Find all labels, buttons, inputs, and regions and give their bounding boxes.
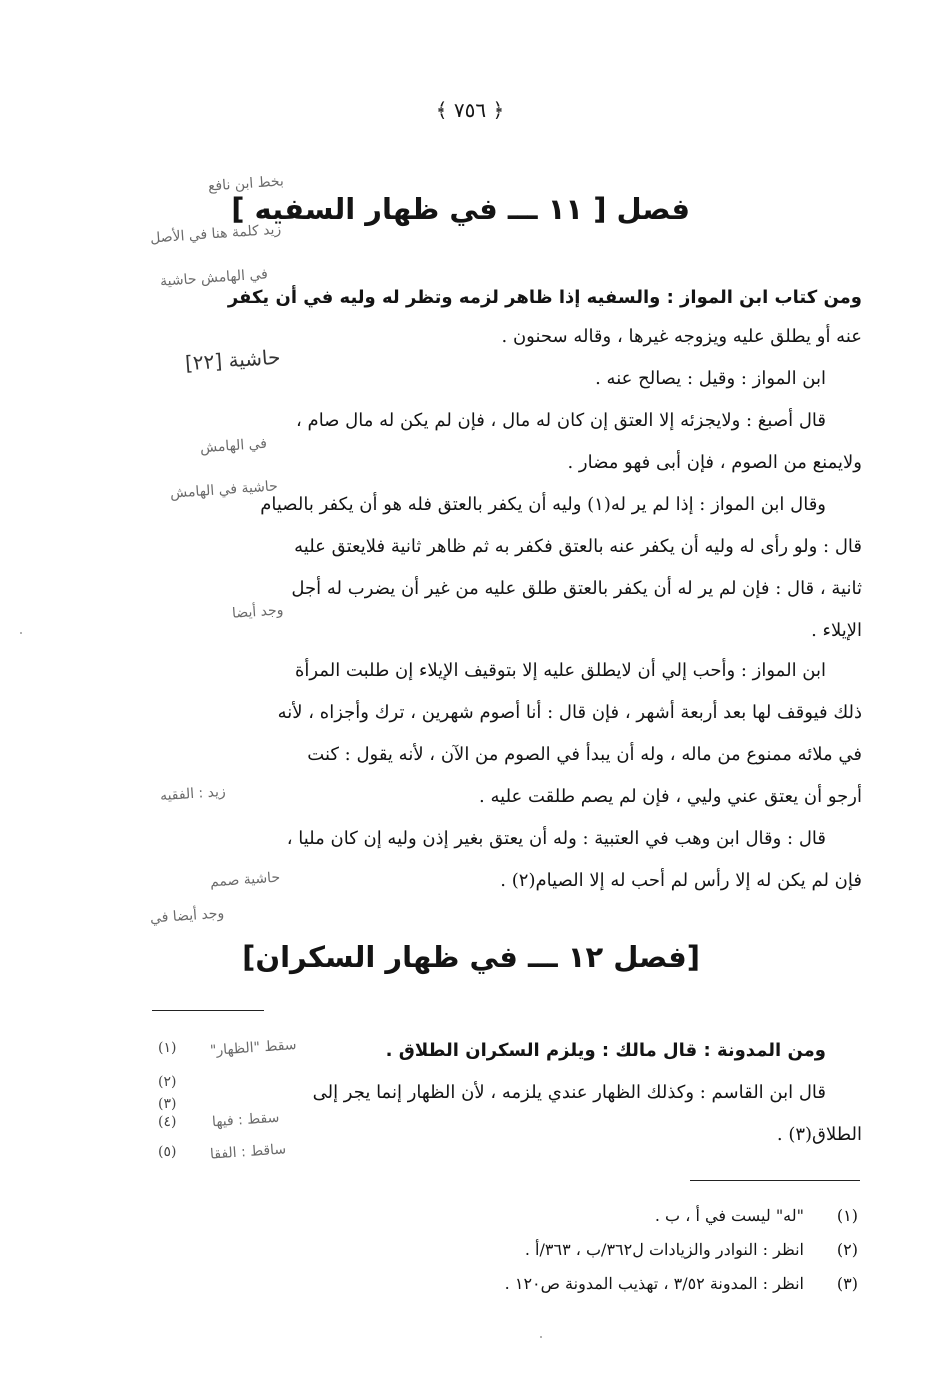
text-line: قال ابن القاسم : وكذلك الظهار عندي يلزمه ، لأن الظهار إنما يجر إلى xyxy=(312,1082,826,1103)
scan-speck xyxy=(540,1336,542,1338)
side-number: (٥) xyxy=(158,1144,177,1160)
margin-note: حاشية [٢٢] xyxy=(184,344,282,376)
text-line: عنه أو يطلق عليه ويزوجه غيرها ، وقاله سحنون . xyxy=(501,326,862,347)
margin-note: في الهامش حاشية xyxy=(159,266,269,290)
side-note: سقط : فيها xyxy=(211,1109,280,1131)
section-12-body xyxy=(150,0,862,1381)
margin-note: بخط ابن نافع xyxy=(207,173,285,195)
footnote-text: انظر : المدونة ٣/٥٢ ، تهذيب المدونة ص١٢٠ . xyxy=(504,1274,804,1293)
footnote-divider xyxy=(690,1180,860,1181)
side-note: ساقط : الفقا xyxy=(209,1141,287,1163)
footnote-text: "له" ليست في أ ، ب . xyxy=(654,1206,804,1225)
text-line: ومن المدونة : قال مالك : ويلزم السكران الطلاق . xyxy=(385,1040,826,1061)
side-number: (٢) xyxy=(158,1074,177,1090)
footnote-number: (١) xyxy=(836,1206,858,1225)
text-line: الطلاق(٣) . xyxy=(776,1124,862,1145)
text-line: قال : وقال ابن وهب في العتبية : وله أن يعتق بغير إذن وليه إن كان مليا ، xyxy=(286,828,826,849)
side-number: (٣) xyxy=(158,1096,177,1112)
margin-note: حاشية صمم xyxy=(209,869,281,891)
footnote-number: (٣) xyxy=(836,1274,858,1293)
margin-note: وجد أيضا في xyxy=(149,905,225,927)
text-line: وقال ابن المواز : إذا لم ير له(١) وليه أن يكفر بالعتق فله هو أن يكفر بالصيام xyxy=(260,494,826,515)
margin-note: وجد أيضا xyxy=(231,602,284,622)
text-line: قال أصبغ : ولايجزئه إلا العتق إن كان له مال ، فإن لم يكن له مال صام ، xyxy=(296,410,826,431)
page-number: ﴿ ٧٥٦ ﴾ xyxy=(435,98,505,122)
footnote-text: انظر : النوادر والزيادات ل٣٦٢/ب ، ٣٦٣/أ . xyxy=(524,1240,804,1259)
margin-note: في الهامش xyxy=(199,435,268,457)
side-number: (٤) xyxy=(158,1114,177,1130)
text-line: فإن لم يكن له إلا رأس لم أحب له إلا الصيام(٢) . xyxy=(500,870,862,891)
text-line: ثانية ، قال : فإن لم ير له أن يكفر بالعتق طلق عليه من غير أن يضرب له أجل xyxy=(291,578,862,599)
text-line: قال : ولو رأى له وليه أن يكفر عنه بالعتق فكفر به ثم ظاهر ثانية فلايعتق عليه xyxy=(294,536,862,557)
text-line: أرجو أن يعتق عني وليي ، فإن لم يصم طلقت عليه . xyxy=(479,786,862,807)
text-line: ابن المواز : وأحب إلي أن لايطلق عليه إلا بتوقيف الإيلاء إن طلبت المرأة xyxy=(294,660,826,681)
section-11-title: فصل [ ١١ ـــ في ظهار السفيه ] xyxy=(231,192,690,226)
text-line: ولايمنع من الصوم ، فإن أبى فهو مضار . xyxy=(567,452,862,473)
footnote-number: (٢) xyxy=(836,1240,858,1259)
text-line: ابن المواز : وقيل : يصالح عنه . xyxy=(595,368,826,389)
text-line: ذلك فيوقف لها بعد أربعة أشهر ، فإن قال : أنا أصوم شهرين ، ترك وأجزاه ، لأنه xyxy=(277,702,862,723)
side-note: سقط "الظهار" xyxy=(209,1037,298,1059)
text-line: الإيلاء . xyxy=(811,620,862,641)
text-line: ومن كتاب ابن المواز : والسفيه إذا ظاهر لزمه وتظر له وليه في أن يكفر xyxy=(227,287,862,308)
side-number: (١) xyxy=(158,1040,177,1056)
margin-note: حاشية في الهامش xyxy=(169,478,279,502)
margin-note: زيد : الفقيه xyxy=(159,783,227,805)
scan-speck xyxy=(20,632,22,634)
margin-note: زيد كلمة هنا في الأصل xyxy=(149,221,282,247)
section-12-title: [فصل ١٢ ـــ في ظهار السكران] xyxy=(242,940,700,974)
text-line: في ملائه ممنوع من ماله ، وله أن يبدأ في الصوم من الآن ، لأنه يقول : كنت xyxy=(307,744,862,765)
